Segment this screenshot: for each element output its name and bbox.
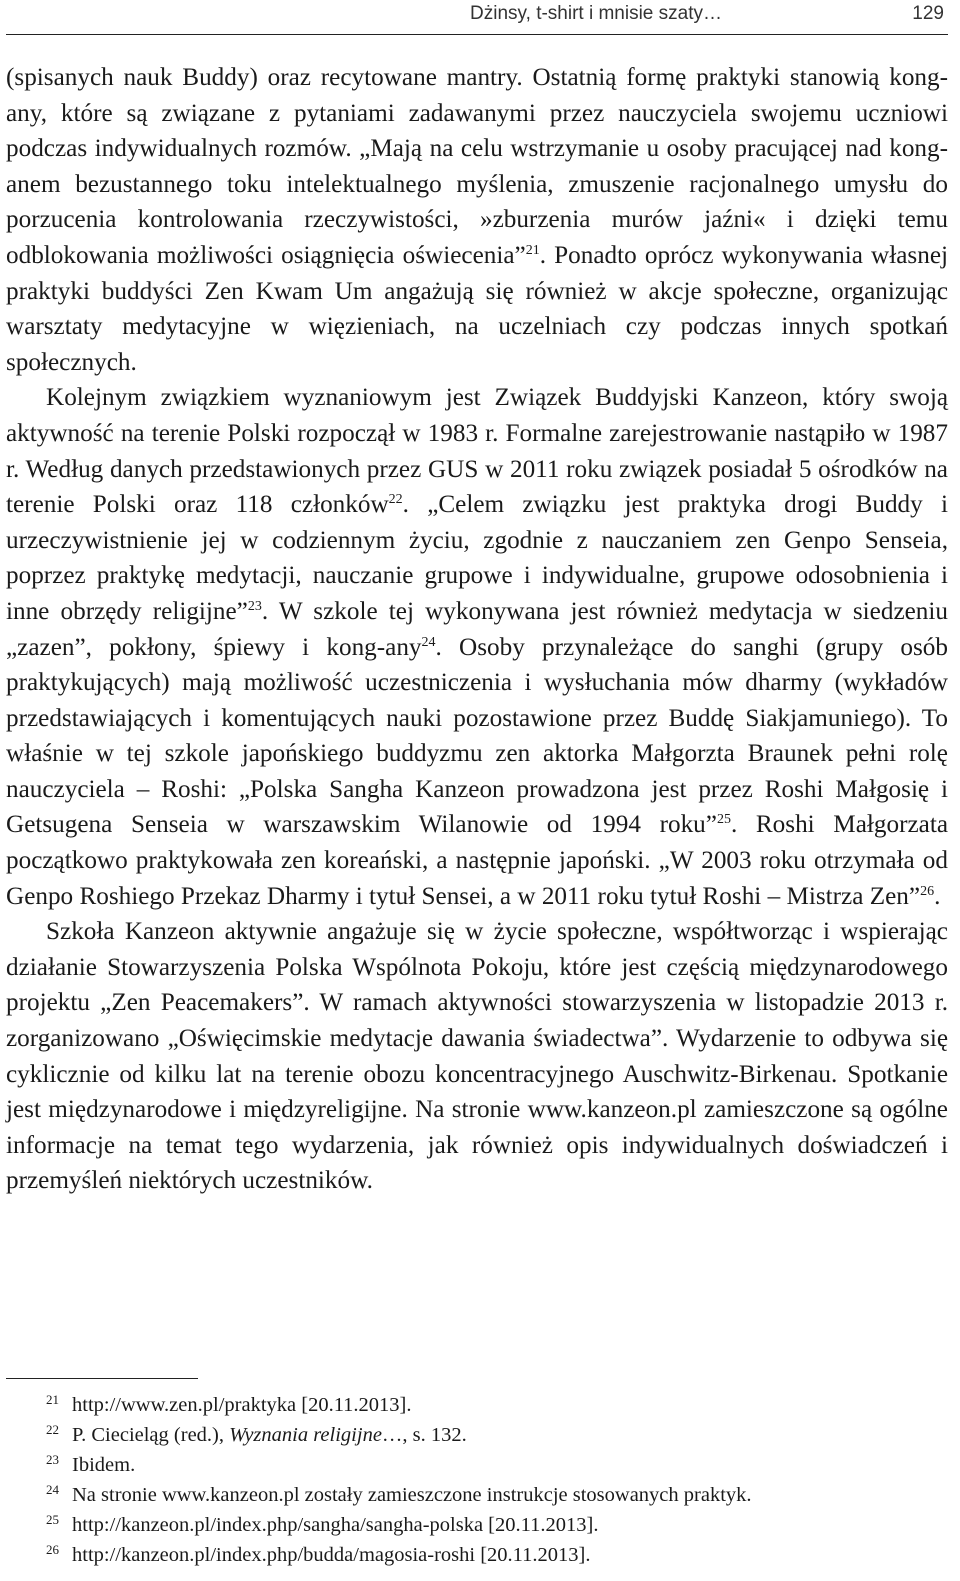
paragraph-text: . Roshi Małgorzata początkowo praktykowała zen koreański, a następnie japoński. „W 2003 roku otrzymała od Genpo Roshiego Przekaz Dharmy i tytuł Sensei, a w 2011 roku tytuł Roshi – Mistrza Zen” bbox=[6, 811, 948, 910]
footnote-reference: 24 bbox=[421, 634, 436, 650]
footnote-number: 24 bbox=[46, 1482, 59, 1497]
paragraph-text: . Osoby przynależące do sanghi (grupy osób praktykujących) mają możliwość uczestniczenia i wysłuchania mów dharmy (wykładów przedstawiających i komentujących nauki pozostawione przez Buddę Siakjamuniego). To właśnie w tej szkole japońskiego buddyzmu zen aktorka Małgorzta Braunek pełni rolę nauczyciela – Roshi: „Polska Sangha Kanzeon prowadzona jest przez Roshi Małgosię i Getsugena Senseia w warszawskim Wilanowie od 1994 roku” bbox=[6, 633, 948, 839]
footnote-text: Ibidem. bbox=[72, 1454, 136, 1476]
footnote bbox=[6, 1540, 948, 1570]
footnote-text: P. Ciecieląg (red.), bbox=[72, 1424, 230, 1446]
footnote-reference: 25 bbox=[716, 812, 731, 828]
footnote-text: http://kanzeon.pl/index.php/sangha/sangha-polska [20.11.2013]. bbox=[72, 1514, 599, 1536]
footnote bbox=[6, 1480, 948, 1510]
footnote-number: 21 bbox=[46, 1392, 59, 1407]
footnote-italic-title: Wyznania religijne bbox=[229, 1424, 382, 1446]
running-title: Dżinsy, t-shirt i mnisie szaty… bbox=[470, 3, 722, 24]
paragraph bbox=[6, 380, 948, 914]
paragraph-text: Kolejnym związkiem wyznaniowym jest Związek Buddyjski Kanzeon, który swoją aktywność na terenie Polski rozpoczął w 1983 r. Formalne zarejestrowanie nastąpiło w 1987 r. Według danych przedstawionych przez GUS w 2011 roku związek posiadał 5 ośrodków na terenie Polski oraz 118 członków bbox=[6, 384, 948, 519]
footnote bbox=[6, 1390, 948, 1420]
running-header bbox=[6, 0, 948, 32]
paragraph-text: (spisanych nauk Buddy) oraz recytowane mantry. Ostatnią formę praktyki stanowią kong-any, które są związane z pytaniami zadawanymi przez nauczyciela swojemu uczniowi podczas indywidualnych rozmów. „Mają na celu wstrzymanie u osoby pracującej nad kong-anem bezustannego toku intelektualnego myślenia, zmuszenie racjonalnego umysłu do porzucenia kontrolowania rzeczywistości, »zburzenia murów jaźni« i dzięki temu odblokowania możliwości osiągnięcia oświecenia” bbox=[6, 64, 948, 269]
footnote-text: http://www.zen.pl/praktyka [20.11.2013]. bbox=[72, 1394, 412, 1416]
paragraph bbox=[6, 914, 948, 1199]
body-text bbox=[6, 60, 948, 1199]
footnote-number: 25 bbox=[46, 1512, 59, 1527]
paragraph-text: . bbox=[934, 882, 941, 910]
paragraph-text: . Ponadto oprócz wykonywania własnej praktyki buddyści Zen Kwam Um angażują się również w akcje społeczne, organizując warsztaty medytacyjne w więzieniach, na uczelniach czy podczas innych spotkań społecznych. bbox=[6, 241, 948, 376]
footnotes bbox=[6, 1390, 948, 1570]
footnote-reference: 26 bbox=[920, 883, 935, 899]
footnote bbox=[6, 1420, 948, 1450]
page-number: 129 bbox=[912, 3, 944, 24]
header-rule bbox=[6, 34, 948, 35]
footnote-text: Na stronie www.kanzeon.pl zostały zamieszczone instrukcje stosowanych praktyk. bbox=[72, 1484, 752, 1506]
footnote-text: …, s. 132. bbox=[381, 1424, 467, 1446]
footnote-rule bbox=[6, 1378, 198, 1379]
footnote-reference: 22 bbox=[388, 492, 403, 508]
footnote-reference: 23 bbox=[247, 598, 262, 614]
footnote-text: http://kanzeon.pl/index.php/budda/magosia-roshi [20.11.2013]. bbox=[72, 1544, 591, 1566]
paragraph-text: . W szkole tej wykonywana jest również medytacja w siedzeniu „zazen”, pokłony, śpiewy i kong-any bbox=[6, 597, 948, 661]
footnote-reference: 21 bbox=[525, 242, 540, 258]
footnote-number: 26 bbox=[46, 1542, 59, 1557]
paragraph-text: Szkoła Kanzeon aktywnie angażuje się w życie społeczne, współtworząc i wspierając działanie Stowarzyszenia Polska Wspólnota Pokoju, które jest częścią międzynarodowego projektu „Zen Peacemakers”. W ramach aktywności stowarzyszenia w listopadzie 2013 r. zorganizowano „Oświęcimskie medytacje dawania świadectwa”. Wydarzenie to odbywa się cyklicznie od kilku lat na terenie obozu koncentracyjnego Auschwitz-Birkenau. Spotkanie jest międzynarodowe i międzyreligijne. Na stronie www.kanzeon.pl zamieszczone są ogólne informacje na temat tego wydarzenia, jak również opis indywidualnych doświadczeń i przemyśleń niektórych uczestników. bbox=[6, 918, 948, 1195]
footnote-number: 23 bbox=[46, 1452, 59, 1467]
paragraph-text: . „Celem związku jest praktyka drogi Buddy i urzeczywistnienie jej w codziennym życiu, zgodnie z nauczaniem zen Genpo Senseia, poprzez praktykę medytacji, nauczanie grupowe i indywidualne, grupowe odosobnienia i inne obrzędy religijne” bbox=[6, 491, 948, 625]
footnote bbox=[6, 1450, 948, 1480]
footnote bbox=[6, 1510, 948, 1540]
footnote-number: 22 bbox=[46, 1422, 59, 1437]
paragraph bbox=[6, 60, 948, 380]
